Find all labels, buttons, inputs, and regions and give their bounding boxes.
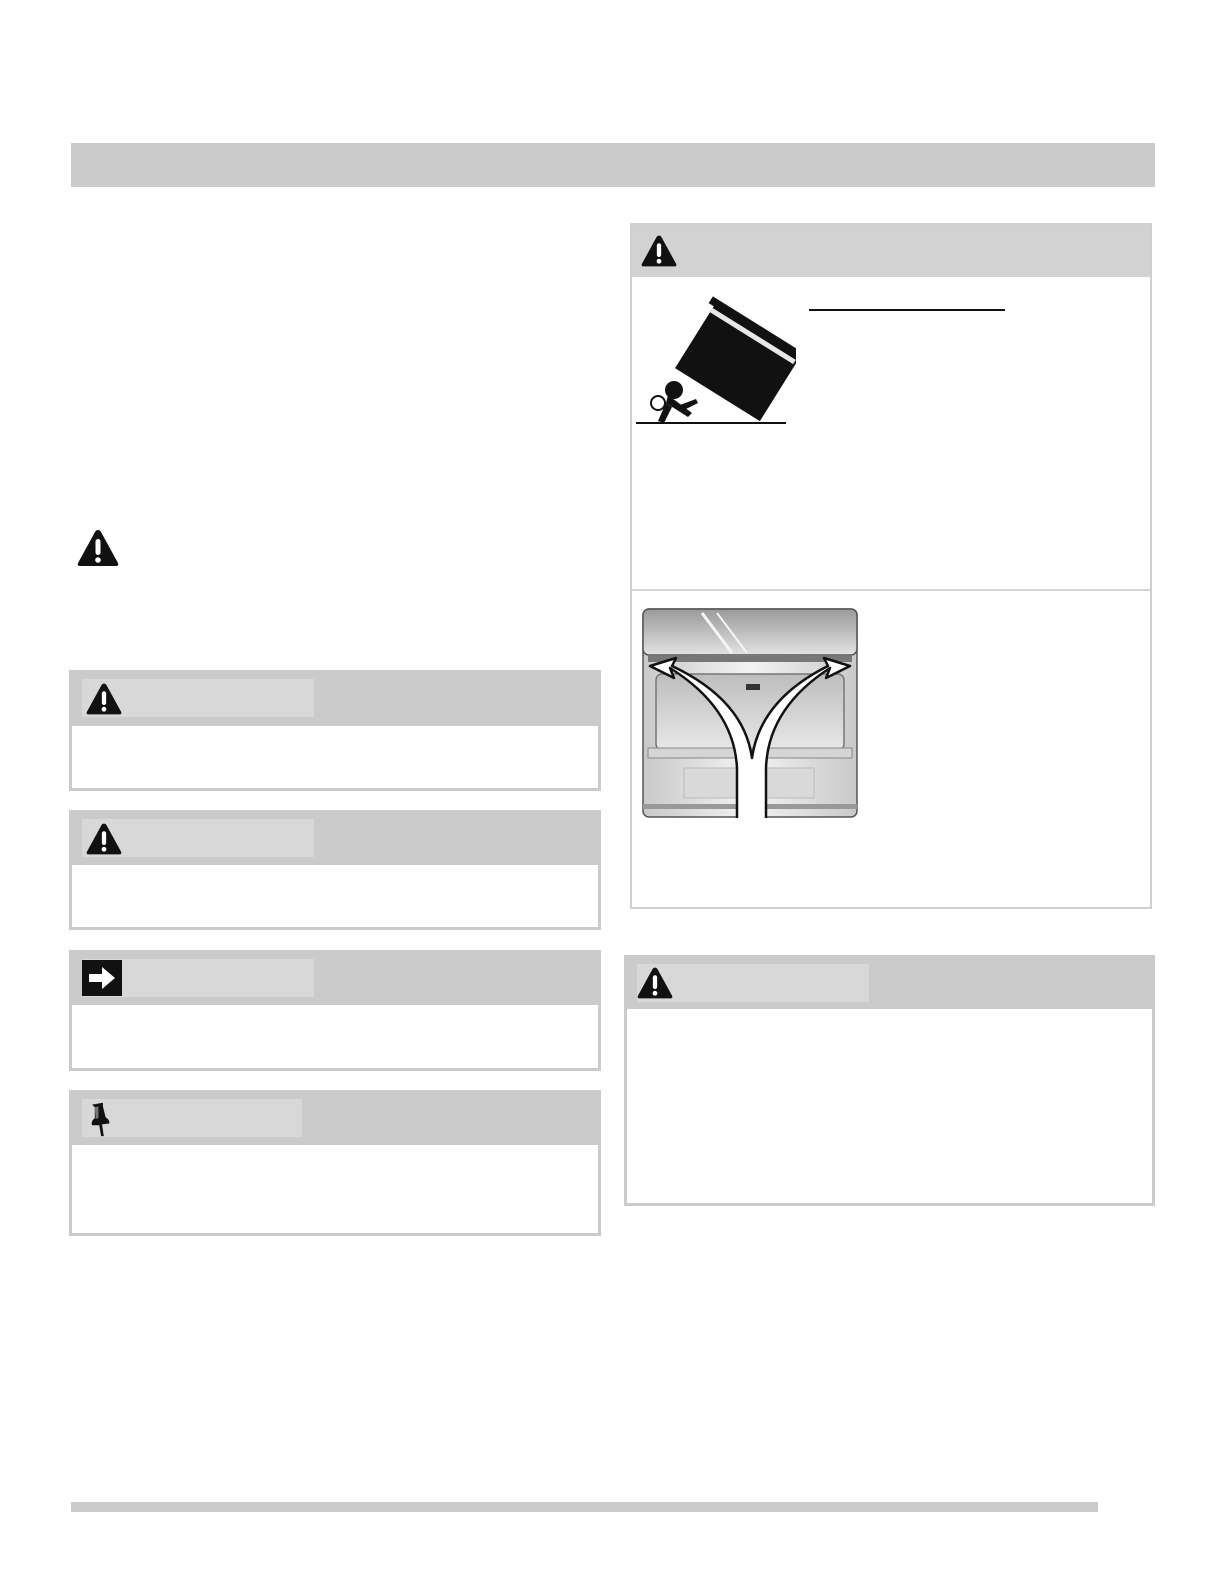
arrow-right-icon xyxy=(82,960,122,996)
tip-over-warning-box xyxy=(630,223,1152,909)
warning-triangle-icon xyxy=(639,233,679,269)
footer-bar xyxy=(71,1502,1098,1512)
section-title-bar xyxy=(71,143,1155,187)
notice-header xyxy=(72,813,598,865)
section-divider xyxy=(632,589,1150,591)
right-warning-box xyxy=(624,955,1155,1206)
oven-door-open-arrows-illustration xyxy=(642,608,860,818)
warning-notice-box-2 xyxy=(69,810,601,930)
note-notice-box xyxy=(69,1090,601,1236)
warning-triangle-icon xyxy=(635,965,675,1001)
notice-header xyxy=(72,673,598,726)
warning-triangle-icon xyxy=(76,527,120,569)
warning-header xyxy=(627,958,1152,1009)
warning-header xyxy=(632,225,1150,277)
pushpin-icon xyxy=(84,1097,120,1141)
notice-header xyxy=(72,1093,598,1145)
tip-over-heading xyxy=(809,309,1005,311)
warning-notice-box-1 xyxy=(69,670,601,791)
notice-header xyxy=(72,953,598,1005)
important-notice-box xyxy=(69,950,601,1071)
warning-triangle-icon xyxy=(84,821,124,857)
warning-triangle-icon xyxy=(84,681,124,717)
child-tipping-range-illustration xyxy=(636,295,796,435)
